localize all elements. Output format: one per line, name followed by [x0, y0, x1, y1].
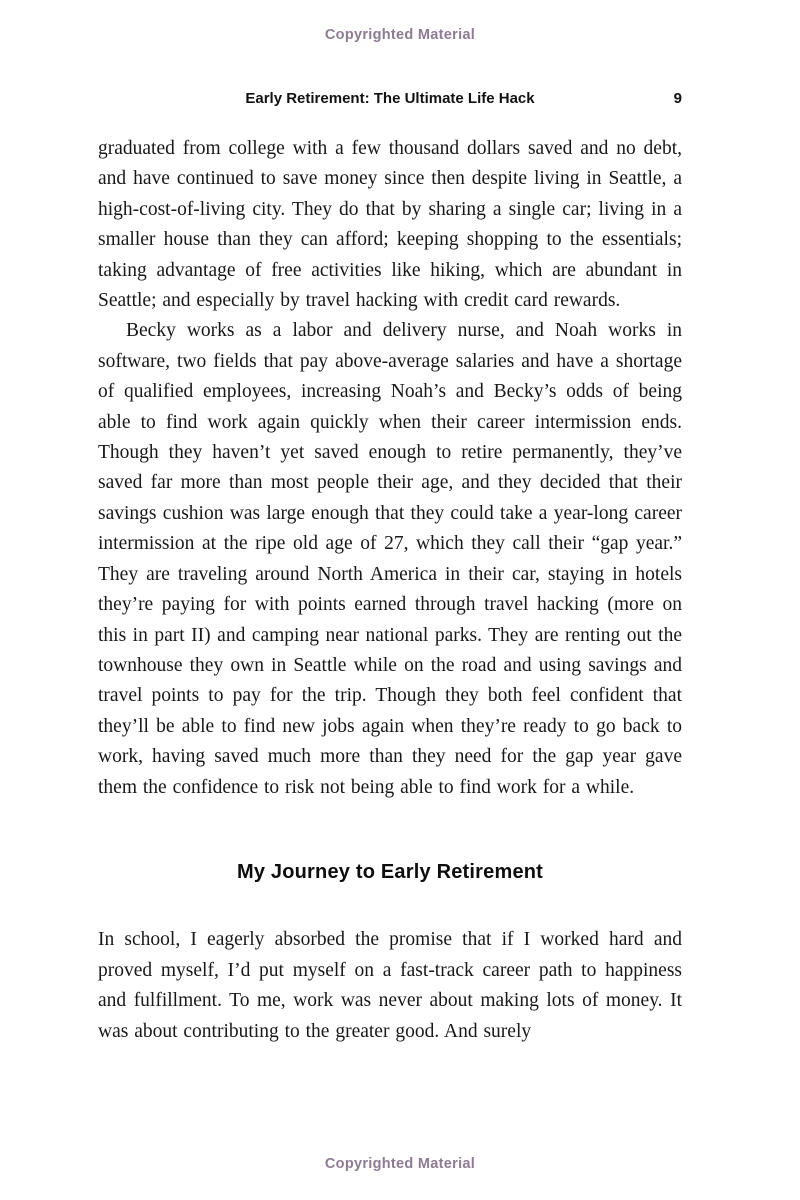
copyright-notice-bottom: Copyrighted Material — [324, 1156, 476, 1172]
body-paragraph: In school, I eagerly absorbed the promise that if I worked hard and proved myself, I’d put myself on a fast-track career path to happiness and fulfillment. To me, work was never about making lots of money. It was about contributing to the greater good. And surely — [98, 929, 682, 1042]
page-body — [98, 134, 682, 1047]
page-number: 9 — [673, 90, 682, 107]
section-heading: My Journey to Early Retirement — [236, 860, 544, 883]
running-header — [98, 90, 682, 107]
body-paragraph: graduated from college with a few thousand dollars saved and no debt, and have continued to save money since then despite living in Seattle, a high-cost-of-living city. They do that by sharing a single car; living in a smaller house than they can afford; keeping shopping to the essentials; taking advantage of free activities like hiking, which are abundant in Seattle; and especially by travel hacking with credit card rewards. — [98, 138, 682, 312]
body-paragraph: Becky works as a labor and delivery nurse, and Noah works in software, two fields that pay above-average salaries and have a shortage of qualified employees, increasing Noah’s and Becky’s odds of being able to find work again quickly when their career intermission ends. Though they haven’t yet saved enough to retire permanently, they’ve saved far more than most people their age, and they decided that their savings cushion was large enough that they could take a year-long career intermission at the ripe old age of 27, which they call their “gap year.” They are traveling around North America in their car, staying in hotels they’re paying for with points earned through travel hacking (more on this in part II) and camping near national parks. They are renting out the townhouse they own in Seattle while on the road and using savings and travel points to pay for the trip. Though they both feel confident that they’ll be able to find new jobs again when they’re ready to go back to work, having saved much more than they need for the gap year gave them the confidence to risk not being able to find work for a while. — [98, 320, 682, 798]
copyright-notice-top: Copyrighted Material — [324, 27, 476, 43]
running-header-title: Early Retirement: The Ultimate Life Hack — [245, 90, 535, 107]
